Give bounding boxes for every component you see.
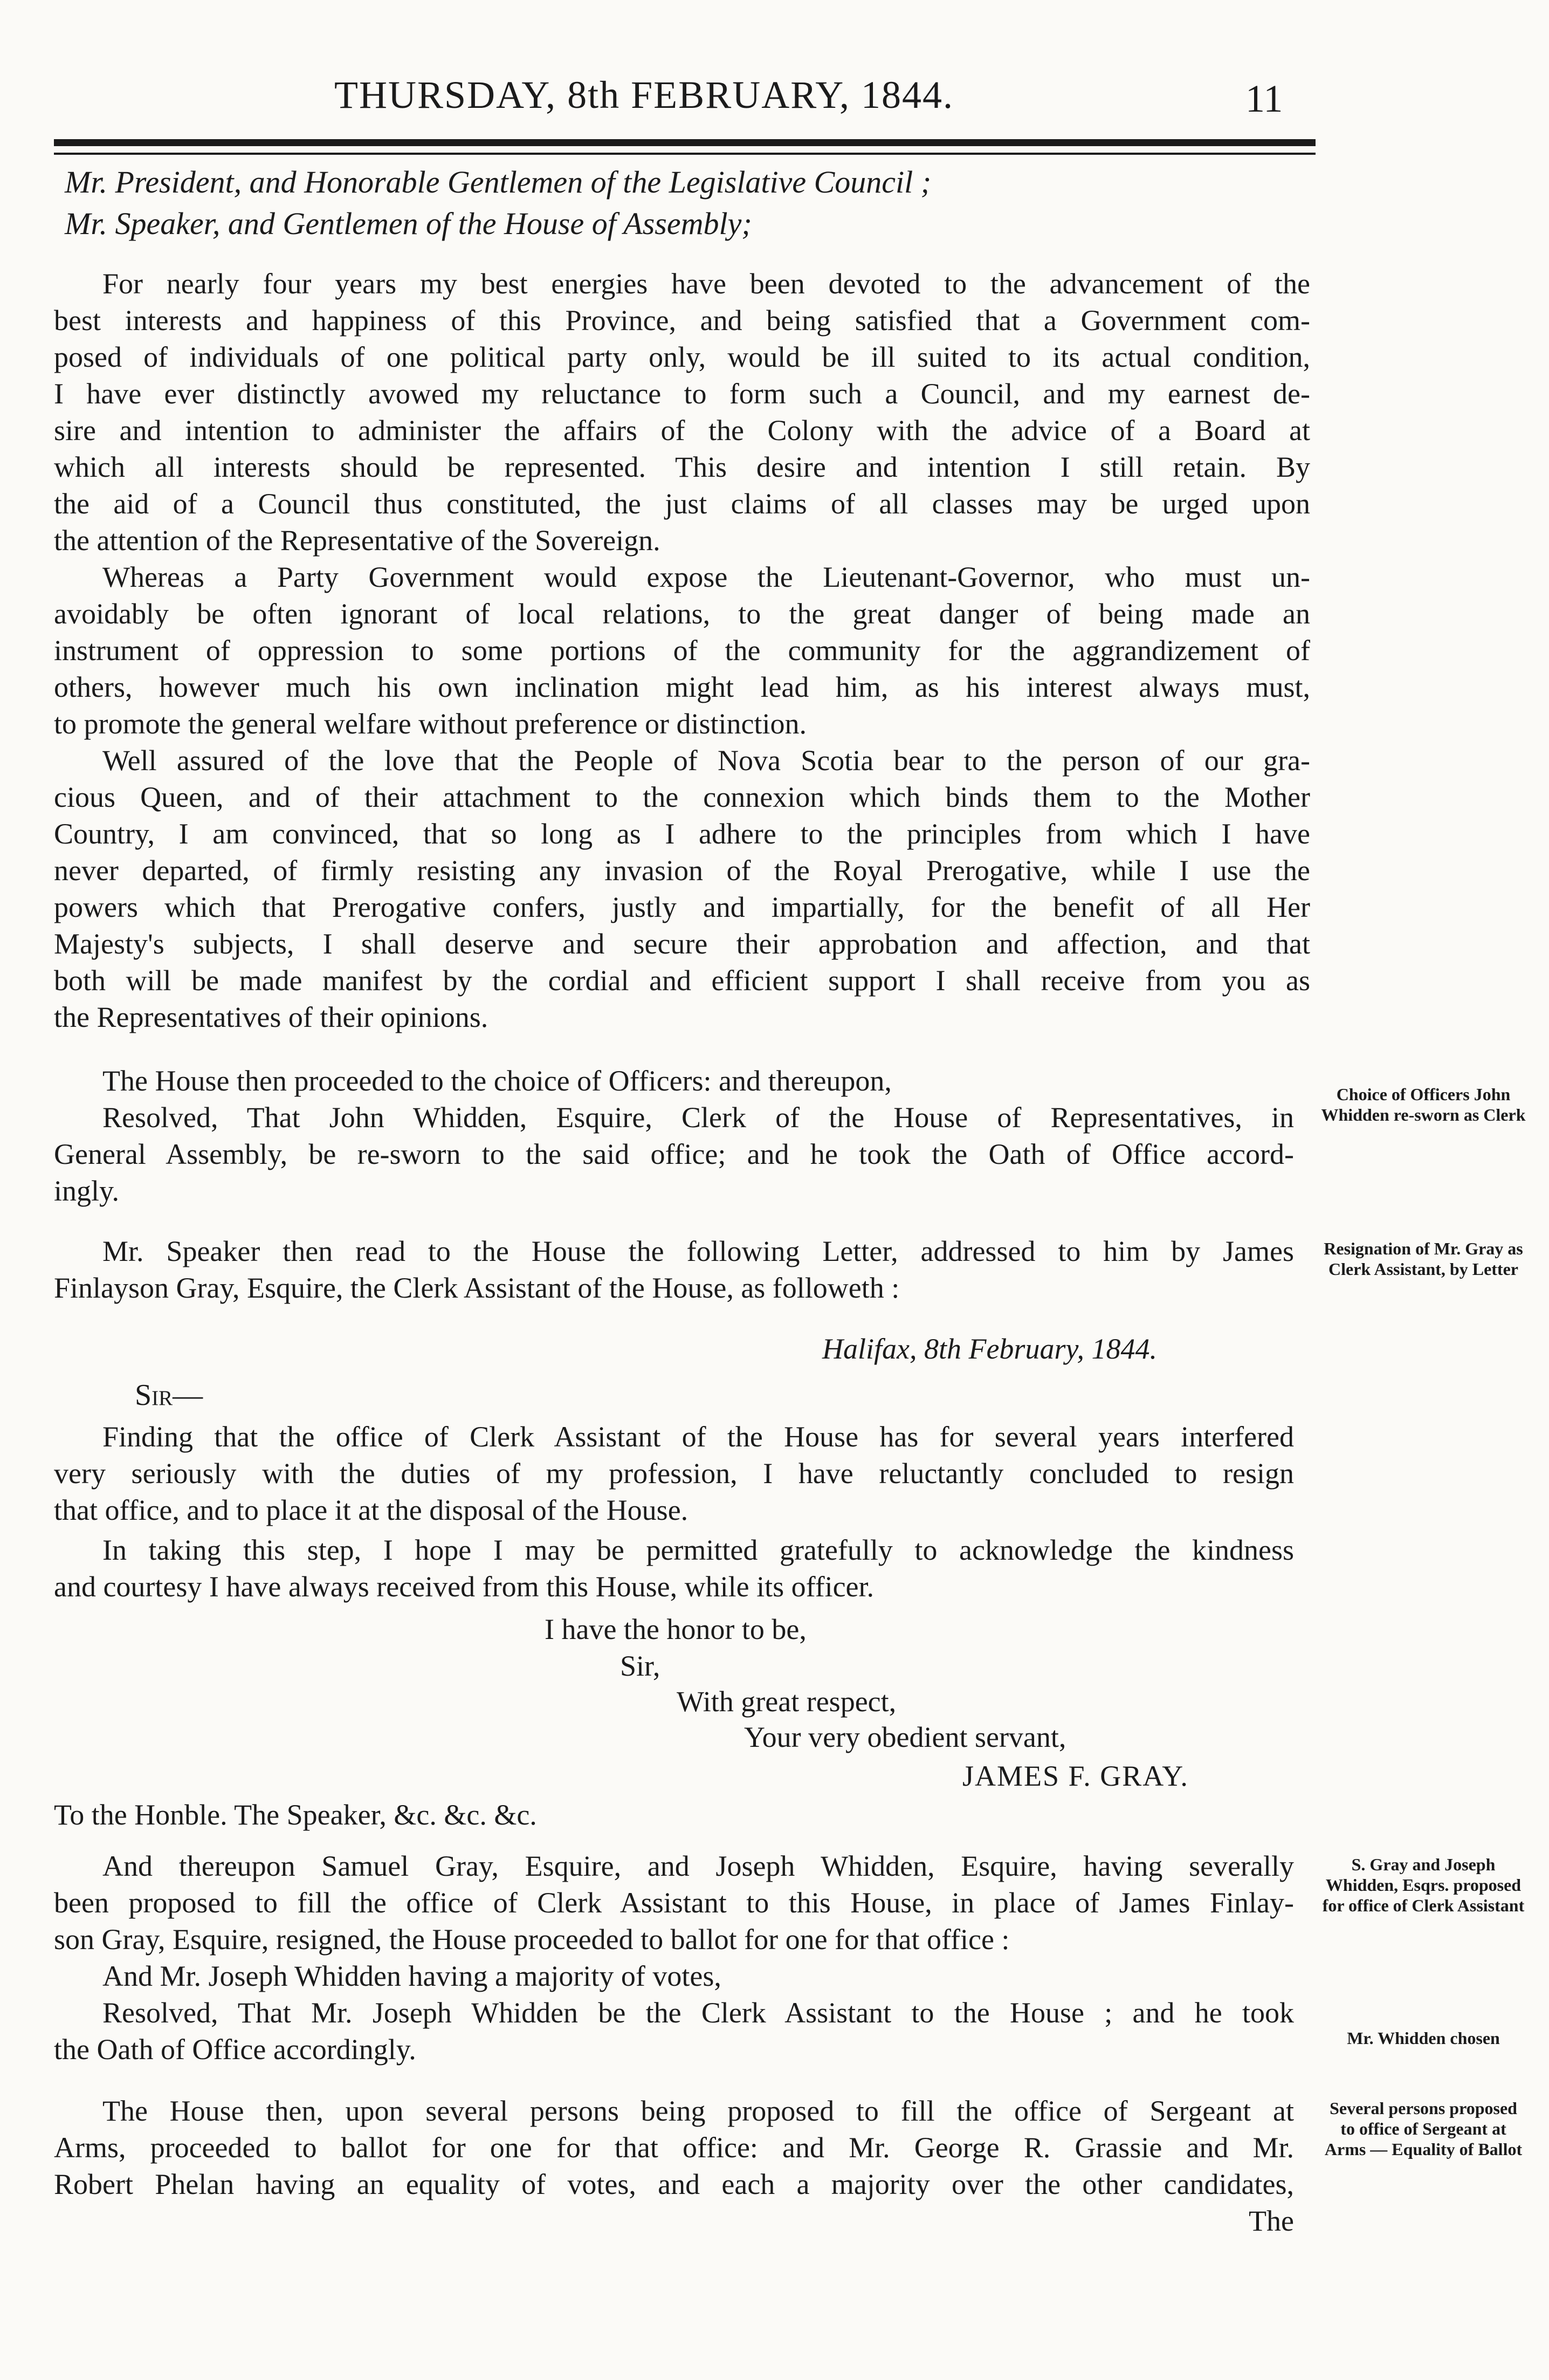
text-line: For nearly four years my best energies have been devoted to the advancement of the (102, 268, 1310, 300)
page-number: 11 (1245, 77, 1283, 120)
letter-signature: JAMES F. GRAY. (962, 1760, 1189, 1792)
letter-closing-3: With great respect, (677, 1685, 897, 1718)
page-header-title: THURSDAY, 8th FEBRUARY, 1844. (334, 73, 954, 116)
text-line: In taking this step, I hope I may be permitted gratefully to acknowledge the kindness (102, 1534, 1294, 1566)
letter-closing-4: Your very obedient servant, (744, 1721, 1066, 1753)
letter-body-1 (54, 1418, 1294, 1528)
letter-addressee: To the Honble. The Speaker, &c. &c. &c. (54, 1799, 537, 1831)
text-line: the Representatives of their opinions. (54, 1001, 488, 1033)
paragraph-1 (54, 265, 1310, 559)
margin-note-resignation: Resignation of Mr. Gray as Clerk Assistant, by Letter (1324, 1239, 1523, 1279)
text-line: others, however much his own inclination might lead him, as his interest always must, (54, 671, 1310, 703)
paragraph-7 (54, 2093, 1294, 2239)
margin-note-clerk-assistant: S. Gray and Joseph Whidden, Esqrs. proposed for office of Clerk Assistant (1322, 1855, 1525, 1915)
letter-salutation: Sir— (135, 1378, 203, 1412)
text-line: that office, and to place it at the disposal of the House. (54, 1494, 689, 1526)
header-rule-thick (54, 139, 1316, 146)
text-line: which all interests should be represented. This desire and intention I still retain. By (54, 451, 1310, 483)
text-line: posed of individuals of one political party only, would be ill suited to its actual condition, (54, 341, 1310, 373)
paragraph-2 (54, 559, 1310, 742)
text-line: very seriously with the duties of my profession, I have reluctantly concluded to resign (54, 1457, 1294, 1490)
text-line: instrument of oppression to some portions of the community for the aggrandizement of (54, 634, 1310, 667)
text-line: Resolved, That Mr. Joseph Whidden be the Clerk Assistant to the House ; and he took (102, 1997, 1294, 2029)
text-line: been proposed to fill the office of Clerk Assistant to this House, in place of James Finlay- (54, 1887, 1294, 1919)
paragraph-5 (54, 1233, 1294, 1306)
text-line: Resolved, That John Whidden, Esquire, Clerk of the House of Representatives, in (102, 1101, 1294, 1134)
letter-body-2 (54, 1532, 1294, 1605)
paragraph-4 (54, 1062, 1294, 1209)
text-line: Country, I am convinced, that so long as I adhere to the principles from which I have (54, 818, 1310, 850)
text-line: The House then, upon several persons being proposed to fill the office of Sergeant at (102, 2095, 1294, 2127)
text-line: The House then proceeded to the choice of Officers: and thereupon, (102, 1065, 892, 1097)
text-line: Whereas a Party Government would expose the Lieutenant-Governor, who must un- (102, 561, 1310, 593)
text-line: General Assembly, be re-sworn to the said office; and he took the Oath of Office accord- (54, 1138, 1294, 1170)
text-line: And thereupon Samuel Gray, Esquire, and Joseph Whidden, Esquire, having severally (102, 1850, 1294, 1882)
margin-note-choice-of-officers: Choice of Officers John Whidden re-sworn as Clerk (1321, 1085, 1526, 1124)
header-rule-thin (54, 153, 1316, 155)
letter-closing-1: I have the honor to be, (545, 1613, 807, 1645)
text-line: And Mr. Joseph Whidden having a majority of votes, (102, 1960, 721, 1992)
text-line: the Oath of Office accordingly. (54, 2033, 416, 2066)
text-line: never departed, of firmly resisting any invasion of the Royal Prerogative, while I use the (54, 854, 1310, 887)
letter-closing-2: Sir, (620, 1650, 660, 1682)
margin-note-sergeant-at-arms: Several persons proposed to office of Sergeant at Arms — Equality of Ballot (1324, 2098, 1523, 2159)
margin-note-whidden-chosen: Mr. Whidden chosen (1347, 2028, 1500, 2048)
text-line: Mr. Speaker then read to the House the following Letter, addressed to him by James (102, 1235, 1294, 1267)
text-line: the attention of the Representative of the Sovereign. (54, 524, 660, 557)
address-line-1: Mr. President, and Honorable Gentlemen of the Legislative Council ; (65, 164, 932, 200)
letter-place-date: Halifax, 8th February, 1844. (822, 1333, 1157, 1365)
text-line: Robert Phelan having an equality of votes, and each a majority over the other candidates, (54, 2168, 1294, 2200)
paragraph-6 (54, 1848, 1294, 2068)
catchword: The (1249, 2205, 1294, 2237)
paragraph-3 (54, 742, 1310, 1035)
text-line: cious Queen, and of their attachment to the connexion which binds them to the Mother (54, 781, 1310, 813)
text-line: best interests and happiness of this Province, and being satisfied that a Government com- (54, 304, 1310, 337)
text-line: son Gray, Esquire, resigned, the House proceeded to ballot for one for that office : (54, 1923, 1010, 1956)
text-line: avoidably be often ignorant of local relations, to the great danger of being made an (54, 598, 1310, 630)
text-line: I have ever distinctly avowed my reluctance to form such a Council, and my earnest de- (54, 378, 1310, 410)
text-line: Well assured of the love that the People of Nova Scotia bear to the person of our gra- (102, 744, 1310, 777)
text-line: Finlayson Gray, Esquire, the Clerk Assistant of the House, as followeth : (54, 1272, 900, 1304)
text-line: sire and intention to administer the affairs of the Colony with the advice of a Board at (54, 414, 1310, 447)
text-line: Finding that the office of Clerk Assistant of the House has for several years interfered (102, 1421, 1294, 1453)
text-line: and courtesy I have always received from this House, while its officer. (54, 1570, 875, 1603)
text-line: Majesty's subjects, I shall deserve and secure their approbation and affection, and that (54, 928, 1310, 960)
text-line: ingly. (54, 1175, 119, 1207)
text-line: to promote the general welfare without preference or distinction. (54, 708, 807, 740)
text-line: the aid of a Council thus constituted, the just claims of all classes may be urged upon (54, 488, 1310, 520)
text-line: both will be made manifest by the cordial and efficient support I shall receive from you as (54, 964, 1310, 997)
address-line-2: Mr. Speaker, and Gentlemen of the House of Assembly; (65, 206, 752, 241)
text-line: Arms, proceeded to ballot for one for that office: and Mr. George R. Grassie and Mr. (54, 2131, 1294, 2164)
text-line: powers which that Prerogative confers, justly and impartially, for the benefit of all Her (54, 891, 1310, 923)
